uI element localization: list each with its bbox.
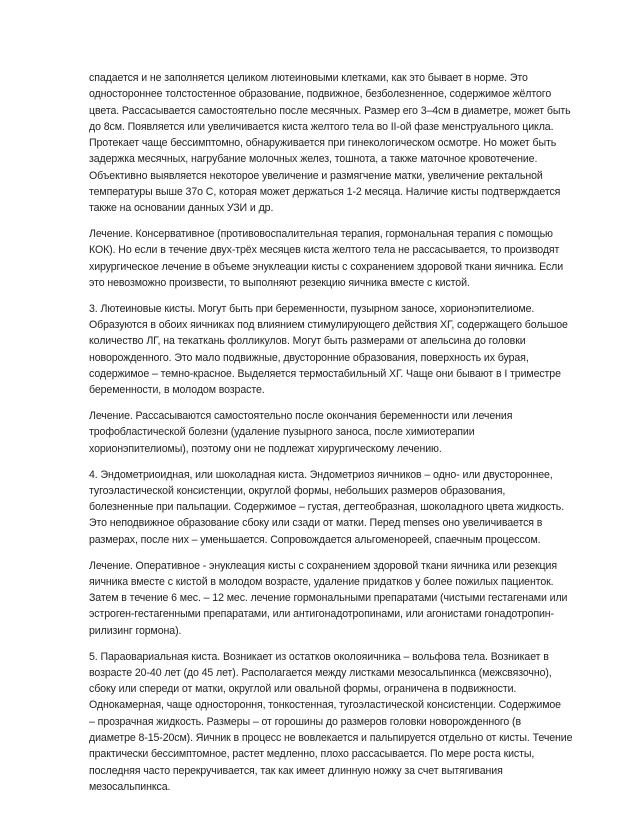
paragraph-endometrioid-cyst-treatment bbox=[89, 558, 568, 639]
paragraph-endometrioid-cyst-description bbox=[89, 467, 565, 548]
text-line: цвета. Рассасывается самостоятельно после месячных. Размер его 3–4см в диаметре, может быть bbox=[89, 104, 571, 117]
text-line: хирургическое лечение в объеме энуклеации кисты с сохранением здоровой ткани яичника. Если bbox=[89, 260, 564, 273]
text-line: количество ЛГ, на текаткань фолликулов. Могут быть размерами от апельсина до головки bbox=[89, 335, 526, 348]
text-line: последняя часто перекручивается, так как имеет длинную ножку за счет вытягивания bbox=[89, 764, 503, 777]
text-line: 3. Лютеиновые кисты. Могут быть при беременности, пузырном заносе, хорионэпителиоме. bbox=[89, 302, 535, 315]
text-line: также на основании данных УЗИ и др. bbox=[89, 202, 274, 215]
paragraph-corpus-luteum-cyst-description bbox=[89, 70, 571, 217]
text-line: сбоку или спереди от матки, округлой или овальной формы, ограничена в подвижности. bbox=[89, 683, 517, 696]
text-line: 5. Параовариальная киста. Возникает из остатков околояичника – вольфова тела. Возникает в bbox=[89, 650, 549, 663]
paragraph-lutein-cysts-treatment bbox=[89, 408, 554, 457]
text-line: Объективно выявляется некоторое увеличение и размягчение матки, увеличение ректальной bbox=[89, 169, 543, 182]
paragraph-corpus-luteum-cyst-treatment bbox=[89, 226, 564, 291]
text-line: температуры выше 37о С, которая может держаться 1-2 месяца. Наличие кисты подтверждается bbox=[89, 186, 561, 199]
document-body bbox=[89, 70, 573, 805]
text-line: мезосальпинкса. bbox=[89, 780, 171, 793]
text-line: Протекает чаще бессимптомно, обнаруживается при гинекологическом осмотре. Но может быть bbox=[89, 137, 557, 150]
text-line: возрасте 20-40 лет (до 45 лет). Располагается между листками мезосальпинкса (межсвязочно), bbox=[89, 666, 552, 679]
text-line: яичника вместе с кистой в молодом возрасте, удаление придатков у более пожилых пациенток. bbox=[89, 575, 554, 588]
text-line: Лечение. Оперативное - энуклеация кисты с сохранением здоровой ткани яичника или резекция bbox=[89, 559, 557, 572]
text-line: Образуются в обоих яичниках под влиянием стимулирующего действия ХГ, содержащего большое bbox=[89, 319, 568, 332]
text-line: новорожденного. Это мало подвижные, двусторонние образования, поверхность их бурая, bbox=[89, 351, 529, 364]
text-line: содержимое – темно-красное. Выделяется термостабильный ХГ. Чаще они бывают в I триместре bbox=[89, 368, 561, 381]
text-line: – прозрачная жидкость. Размеры – от горошины до размеров головки новорожденного (в bbox=[89, 715, 522, 728]
text-line: КОК). Но если в течение двух-трёх месяцев киста желтого тела не рассасывается, то производят bbox=[89, 244, 560, 257]
paragraph-lutein-cysts-description bbox=[89, 301, 568, 399]
text-line: диаметре 8-15-20см). Яичник в процесс не вовлекается и пальпируется отдельно от кисты. Течение bbox=[89, 731, 573, 744]
text-line: до 8см. Появляется или увеличивается киста желтого тела во II-ой фазе менструального цикла. bbox=[89, 120, 554, 133]
text-line: одностороннее толстостенное образование, подвижное, безболезненное, содержимое жёлтого bbox=[89, 88, 552, 101]
text-line: трофобластической болезни (удаление пузырного заноса, после химиотерапии bbox=[89, 426, 475, 439]
text-line: беременности, в молодом возрасте. bbox=[89, 384, 265, 397]
text-line: 4. Эндометриоидная, или шоколадная киста. Эндометриоз яичников – одно- или двустороннее, bbox=[89, 468, 553, 481]
text-line: размерах, после них – уменьшается. Сопровождается альгоменореей, спаечным процессом. bbox=[89, 533, 541, 546]
text-line: практически бессимптомное, растет медленно, плохо рассасывается. По мере роста кисты, bbox=[89, 748, 535, 761]
text-line: болезненные при пальпации. Содержимое – густая, дегтеобразная, шоколадного цвета жидкость. bbox=[89, 501, 565, 514]
text-line: тугоэластической консистенции, округлой формы, небольших размеров образования, bbox=[89, 484, 506, 497]
text-line: спадается и не заполняется целиком лютеиновыми клетками, как это бывает в норме. Это bbox=[89, 72, 528, 84]
text-line: Затем в течение 6 мес. – 12 мес. лечение гормональными препаратами (чистыми гестагенами или bbox=[89, 592, 568, 605]
text-line: Лечение. Рассасываются самостоятельно после окончания беременности или лечения bbox=[89, 410, 513, 423]
text-line: рилизинг гормона). bbox=[89, 624, 182, 637]
text-line: это невозможно произвести, то выполняют резекцию яичника вместе с кистой. bbox=[89, 277, 470, 290]
paragraph-paraovarian-cyst-description bbox=[89, 649, 573, 796]
text-line: Это неподвижное образование сбоку или сзади от матки. Перед menses оно увеличивается в bbox=[89, 517, 543, 530]
text-line: задержка месячных, нагрубание молочных желез, тошнота, а также маточное кровотечение. bbox=[89, 153, 538, 166]
text-line: Лечение. Консервативное (противовоспалительная терапия, гормональная терапия с помощью bbox=[89, 228, 553, 241]
text-line: Однокамерная, чаще одностороння, тонкостенная, тугоэластической консистенции. Содержимое bbox=[89, 699, 561, 712]
text-line: хорионэпителиомы), поэтому они не подлежат хирургическому лечению. bbox=[89, 442, 442, 455]
text-line: эстроген-гестагенными препаратами, или антигонадотропинами, или агонистами гонадотропин- bbox=[89, 608, 554, 621]
